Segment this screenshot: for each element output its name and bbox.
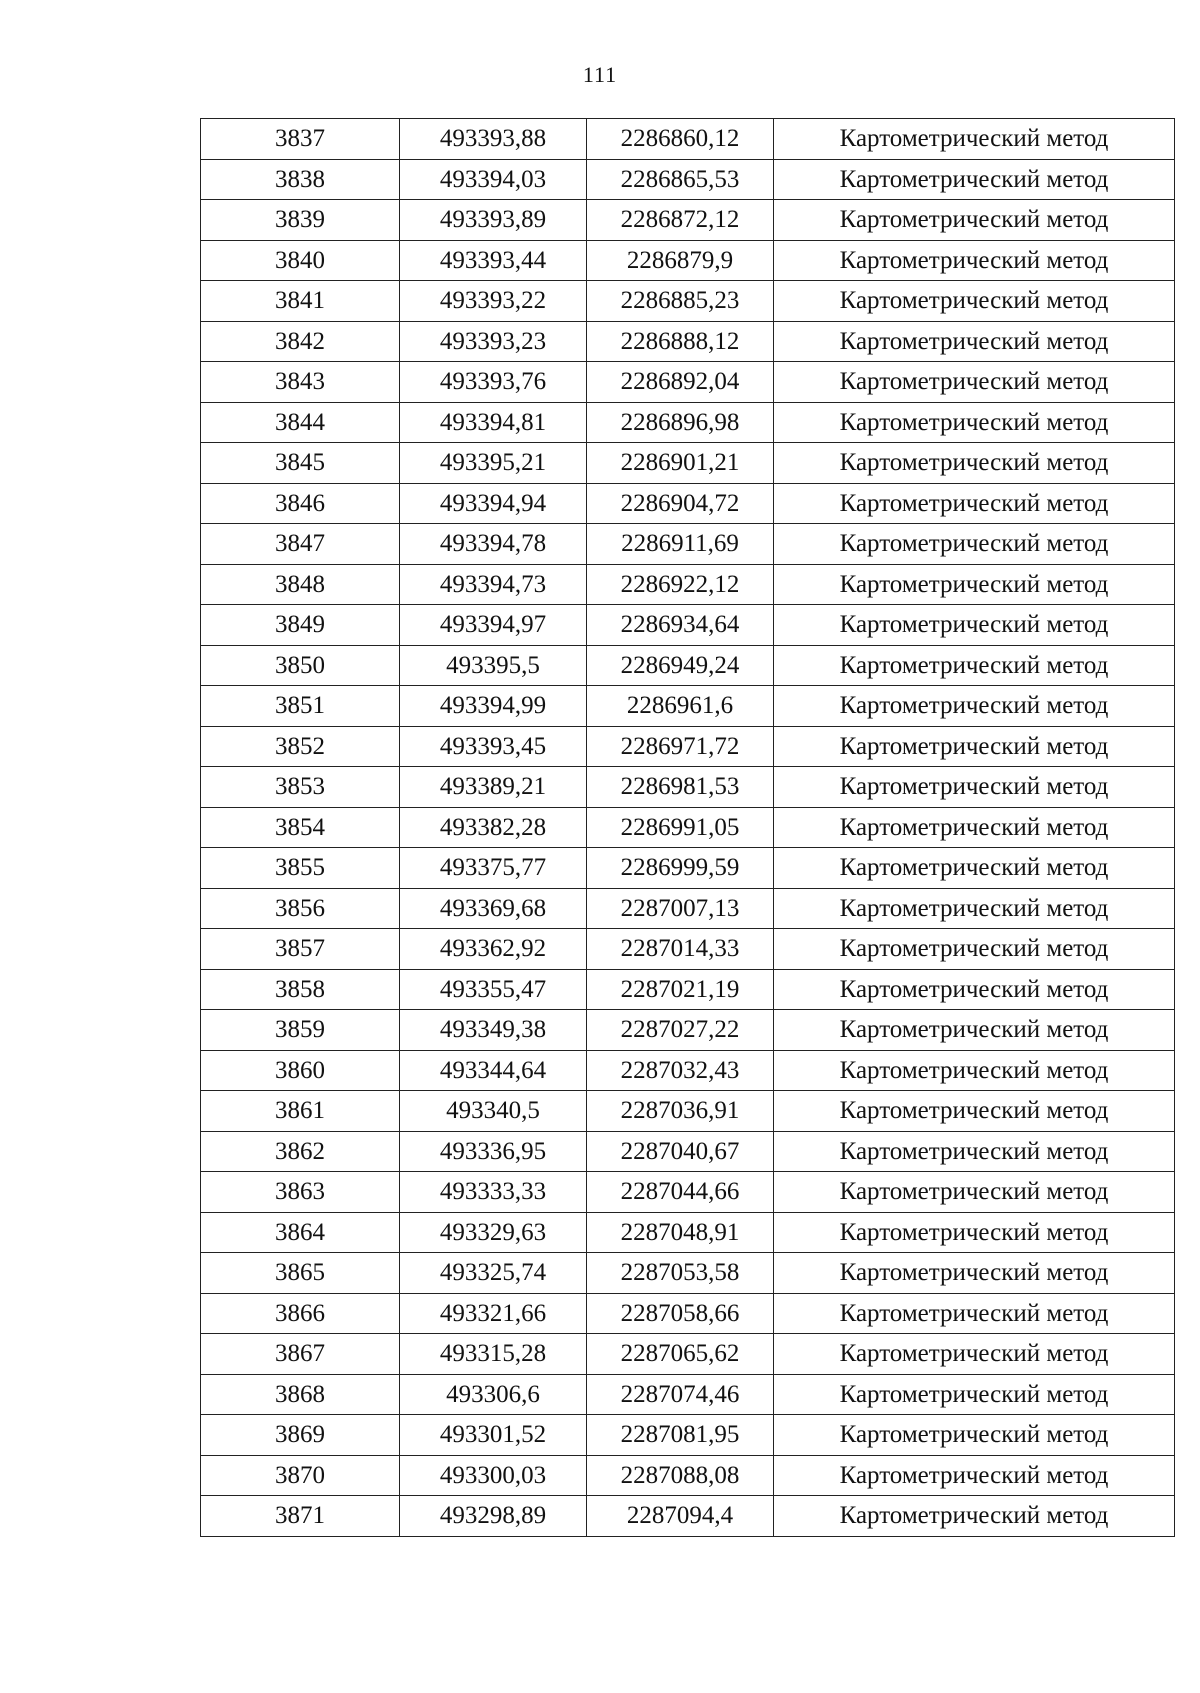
y-coordinate-cell: 2287014,33 bbox=[587, 929, 774, 970]
method-cell: Картометрический метод bbox=[774, 645, 1175, 686]
table-row bbox=[201, 686, 1175, 727]
y-coordinate-cell: 2287058,66 bbox=[587, 1293, 774, 1334]
x-coordinate-cell: 493336,95 bbox=[400, 1131, 587, 1172]
method-cell: Картометрический метод bbox=[774, 1334, 1175, 1375]
table-row bbox=[201, 1253, 1175, 1294]
table-row bbox=[201, 564, 1175, 605]
y-coordinate-cell: 2286896,98 bbox=[587, 402, 774, 443]
method-cell: Картометрический метод bbox=[774, 1415, 1175, 1456]
y-coordinate-cell: 2287032,43 bbox=[587, 1050, 774, 1091]
point-number-cell: 3869 bbox=[201, 1415, 400, 1456]
table-row bbox=[201, 807, 1175, 848]
x-coordinate-cell: 493344,64 bbox=[400, 1050, 587, 1091]
point-number-cell: 3862 bbox=[201, 1131, 400, 1172]
point-number-cell: 3843 bbox=[201, 362, 400, 403]
method-cell: Картометрический метод bbox=[774, 483, 1175, 524]
method-cell: Картометрический метод bbox=[774, 200, 1175, 241]
method-cell: Картометрический метод bbox=[774, 969, 1175, 1010]
x-coordinate-cell: 493394,99 bbox=[400, 686, 587, 727]
point-number-cell: 3855 bbox=[201, 848, 400, 889]
point-number-cell: 3838 bbox=[201, 159, 400, 200]
coordinates-table-body bbox=[201, 119, 1175, 1537]
y-coordinate-cell: 2286904,72 bbox=[587, 483, 774, 524]
x-coordinate-cell: 493393,89 bbox=[400, 200, 587, 241]
x-coordinate-cell: 493315,28 bbox=[400, 1334, 587, 1375]
x-coordinate-cell: 493375,77 bbox=[400, 848, 587, 889]
method-cell: Картометрический метод bbox=[774, 1050, 1175, 1091]
method-cell: Картометрический метод bbox=[774, 807, 1175, 848]
y-coordinate-cell: 2286865,53 bbox=[587, 159, 774, 200]
y-coordinate-cell: 2286860,12 bbox=[587, 119, 774, 160]
table-row bbox=[201, 1415, 1175, 1456]
table-row bbox=[201, 1334, 1175, 1375]
x-coordinate-cell: 493355,47 bbox=[400, 969, 587, 1010]
x-coordinate-cell: 493393,76 bbox=[400, 362, 587, 403]
table-row bbox=[201, 888, 1175, 929]
method-cell: Картометрический метод bbox=[774, 321, 1175, 362]
point-number-cell: 3861 bbox=[201, 1091, 400, 1132]
y-coordinate-cell: 2286991,05 bbox=[587, 807, 774, 848]
method-cell: Картометрический метод bbox=[774, 1496, 1175, 1537]
method-cell: Картометрический метод bbox=[774, 1131, 1175, 1172]
method-cell: Картометрический метод bbox=[774, 402, 1175, 443]
point-number-cell: 3856 bbox=[201, 888, 400, 929]
table-row bbox=[201, 159, 1175, 200]
point-number-cell: 3857 bbox=[201, 929, 400, 970]
table-row bbox=[201, 1455, 1175, 1496]
x-coordinate-cell: 493362,92 bbox=[400, 929, 587, 970]
x-coordinate-cell: 493325,74 bbox=[400, 1253, 587, 1294]
point-number-cell: 3841 bbox=[201, 281, 400, 322]
table-row bbox=[201, 1010, 1175, 1051]
table-row bbox=[201, 200, 1175, 241]
y-coordinate-cell: 2287065,62 bbox=[587, 1334, 774, 1375]
table-row bbox=[201, 726, 1175, 767]
point-number-cell: 3854 bbox=[201, 807, 400, 848]
table-row bbox=[201, 443, 1175, 484]
page-number: 111 bbox=[582, 62, 618, 87]
method-cell: Картометрический метод bbox=[774, 443, 1175, 484]
point-number-cell: 3858 bbox=[201, 969, 400, 1010]
method-cell: Картометрический метод bbox=[774, 726, 1175, 767]
point-number-cell: 3852 bbox=[201, 726, 400, 767]
x-coordinate-cell: 493321,66 bbox=[400, 1293, 587, 1334]
method-cell: Картометрический метод bbox=[774, 686, 1175, 727]
point-number-cell: 3847 bbox=[201, 524, 400, 565]
point-number-cell: 3845 bbox=[201, 443, 400, 484]
point-number-cell: 3863 bbox=[201, 1172, 400, 1213]
y-coordinate-cell: 2286879,9 bbox=[587, 240, 774, 281]
method-cell: Картометрический метод bbox=[774, 605, 1175, 646]
x-coordinate-cell: 493394,94 bbox=[400, 483, 587, 524]
x-coordinate-cell: 493298,89 bbox=[400, 1496, 587, 1537]
y-coordinate-cell: 2287027,22 bbox=[587, 1010, 774, 1051]
x-coordinate-cell: 493394,97 bbox=[400, 605, 587, 646]
y-coordinate-cell: 2287036,91 bbox=[587, 1091, 774, 1132]
table-row bbox=[201, 362, 1175, 403]
point-number-cell: 3849 bbox=[201, 605, 400, 646]
table-row bbox=[201, 1050, 1175, 1091]
x-coordinate-cell: 493393,22 bbox=[400, 281, 587, 322]
point-number-cell: 3871 bbox=[201, 1496, 400, 1537]
method-cell: Картометрический метод bbox=[774, 1091, 1175, 1132]
method-cell: Картометрический метод bbox=[774, 1455, 1175, 1496]
y-coordinate-cell: 2287040,67 bbox=[587, 1131, 774, 1172]
method-cell: Картометрический метод bbox=[774, 767, 1175, 808]
point-number-cell: 3846 bbox=[201, 483, 400, 524]
x-coordinate-cell: 493395,21 bbox=[400, 443, 587, 484]
point-number-cell: 3851 bbox=[201, 686, 400, 727]
y-coordinate-cell: 2286888,12 bbox=[587, 321, 774, 362]
point-number-cell: 3839 bbox=[201, 200, 400, 241]
method-cell: Картометрический метод bbox=[774, 240, 1175, 281]
point-number-cell: 3842 bbox=[201, 321, 400, 362]
table-row bbox=[201, 1212, 1175, 1253]
method-cell: Картометрический метод bbox=[774, 281, 1175, 322]
x-coordinate-cell: 493394,03 bbox=[400, 159, 587, 200]
y-coordinate-cell: 2287048,91 bbox=[587, 1212, 774, 1253]
method-cell: Картометрический метод bbox=[774, 888, 1175, 929]
y-coordinate-cell: 2286949,24 bbox=[587, 645, 774, 686]
x-coordinate-cell: 493393,88 bbox=[400, 119, 587, 160]
method-cell: Картометрический метод bbox=[774, 524, 1175, 565]
method-cell: Картометрический метод bbox=[774, 1293, 1175, 1334]
table-row bbox=[201, 483, 1175, 524]
method-cell: Картометрический метод bbox=[774, 1253, 1175, 1294]
y-coordinate-cell: 2286981,53 bbox=[587, 767, 774, 808]
method-cell: Картометрический метод bbox=[774, 1172, 1175, 1213]
table-row bbox=[201, 1091, 1175, 1132]
y-coordinate-cell: 2286885,23 bbox=[587, 281, 774, 322]
method-cell: Картометрический метод bbox=[774, 848, 1175, 889]
table-row bbox=[201, 929, 1175, 970]
method-cell: Картометрический метод bbox=[774, 564, 1175, 605]
point-number-cell: 3865 bbox=[201, 1253, 400, 1294]
x-coordinate-cell: 493393,44 bbox=[400, 240, 587, 281]
method-cell: Картометрический метод bbox=[774, 1010, 1175, 1051]
point-number-cell: 3859 bbox=[201, 1010, 400, 1051]
y-coordinate-cell: 2286971,72 bbox=[587, 726, 774, 767]
method-cell: Картометрический метод bbox=[774, 362, 1175, 403]
x-coordinate-cell: 493329,63 bbox=[400, 1212, 587, 1253]
point-number-cell: 3867 bbox=[201, 1334, 400, 1375]
table-row bbox=[201, 767, 1175, 808]
x-coordinate-cell: 493394,81 bbox=[400, 402, 587, 443]
x-coordinate-cell: 493306,6 bbox=[400, 1374, 587, 1415]
y-coordinate-cell: 2286934,64 bbox=[587, 605, 774, 646]
x-coordinate-cell: 493394,73 bbox=[400, 564, 587, 605]
table-row bbox=[201, 1172, 1175, 1213]
point-number-cell: 3840 bbox=[201, 240, 400, 281]
x-coordinate-cell: 493301,52 bbox=[400, 1415, 587, 1456]
x-coordinate-cell: 493393,45 bbox=[400, 726, 587, 767]
y-coordinate-cell: 2286901,21 bbox=[587, 443, 774, 484]
point-number-cell: 3866 bbox=[201, 1293, 400, 1334]
point-number-cell: 3850 bbox=[201, 645, 400, 686]
y-coordinate-cell: 2286911,69 bbox=[587, 524, 774, 565]
y-coordinate-cell: 2287094,4 bbox=[587, 1496, 774, 1537]
method-cell: Картометрический метод bbox=[774, 929, 1175, 970]
table-row bbox=[201, 848, 1175, 889]
y-coordinate-cell: 2287074,46 bbox=[587, 1374, 774, 1415]
x-coordinate-cell: 493394,78 bbox=[400, 524, 587, 565]
table-row bbox=[201, 645, 1175, 686]
y-coordinate-cell: 2286961,6 bbox=[587, 686, 774, 727]
table-row bbox=[201, 1293, 1175, 1334]
y-coordinate-cell: 2287044,66 bbox=[587, 1172, 774, 1213]
table-row bbox=[201, 402, 1175, 443]
y-coordinate-cell: 2286892,04 bbox=[587, 362, 774, 403]
x-coordinate-cell: 493389,21 bbox=[400, 767, 587, 808]
table-row bbox=[201, 321, 1175, 362]
x-coordinate-cell: 493382,28 bbox=[400, 807, 587, 848]
x-coordinate-cell: 493395,5 bbox=[400, 645, 587, 686]
x-coordinate-cell: 493349,38 bbox=[400, 1010, 587, 1051]
point-number-cell: 3848 bbox=[201, 564, 400, 605]
y-coordinate-cell: 2287007,13 bbox=[587, 888, 774, 929]
method-cell: Картометрический метод bbox=[774, 159, 1175, 200]
point-number-cell: 3853 bbox=[201, 767, 400, 808]
point-number-cell: 3860 bbox=[201, 1050, 400, 1091]
point-number-cell: 3870 bbox=[201, 1455, 400, 1496]
point-number-cell: 3844 bbox=[201, 402, 400, 443]
y-coordinate-cell: 2287053,58 bbox=[587, 1253, 774, 1294]
table-row bbox=[201, 281, 1175, 322]
table-row bbox=[201, 605, 1175, 646]
method-cell: Картометрический метод bbox=[774, 1374, 1175, 1415]
y-coordinate-cell: 2287081,95 bbox=[587, 1415, 774, 1456]
y-coordinate-cell: 2286872,12 bbox=[587, 200, 774, 241]
table-row bbox=[201, 1131, 1175, 1172]
point-number-cell: 3868 bbox=[201, 1374, 400, 1415]
y-coordinate-cell: 2287021,19 bbox=[587, 969, 774, 1010]
coordinates-table bbox=[200, 118, 1175, 1537]
x-coordinate-cell: 493393,23 bbox=[400, 321, 587, 362]
method-cell: Картометрический метод bbox=[774, 119, 1175, 160]
table-row bbox=[201, 1496, 1175, 1537]
y-coordinate-cell: 2286999,59 bbox=[587, 848, 774, 889]
point-number-cell: 3864 bbox=[201, 1212, 400, 1253]
y-coordinate-cell: 2287088,08 bbox=[587, 1455, 774, 1496]
table-row bbox=[201, 240, 1175, 281]
table-row bbox=[201, 119, 1175, 160]
x-coordinate-cell: 493340,5 bbox=[400, 1091, 587, 1132]
x-coordinate-cell: 493333,33 bbox=[400, 1172, 587, 1213]
table-row bbox=[201, 969, 1175, 1010]
table-row bbox=[201, 524, 1175, 565]
point-number-cell: 3837 bbox=[201, 119, 400, 160]
y-coordinate-cell: 2286922,12 bbox=[587, 564, 774, 605]
x-coordinate-cell: 493300,03 bbox=[400, 1455, 587, 1496]
x-coordinate-cell: 493369,68 bbox=[400, 888, 587, 929]
method-cell: Картометрический метод bbox=[774, 1212, 1175, 1253]
table-row bbox=[201, 1374, 1175, 1415]
